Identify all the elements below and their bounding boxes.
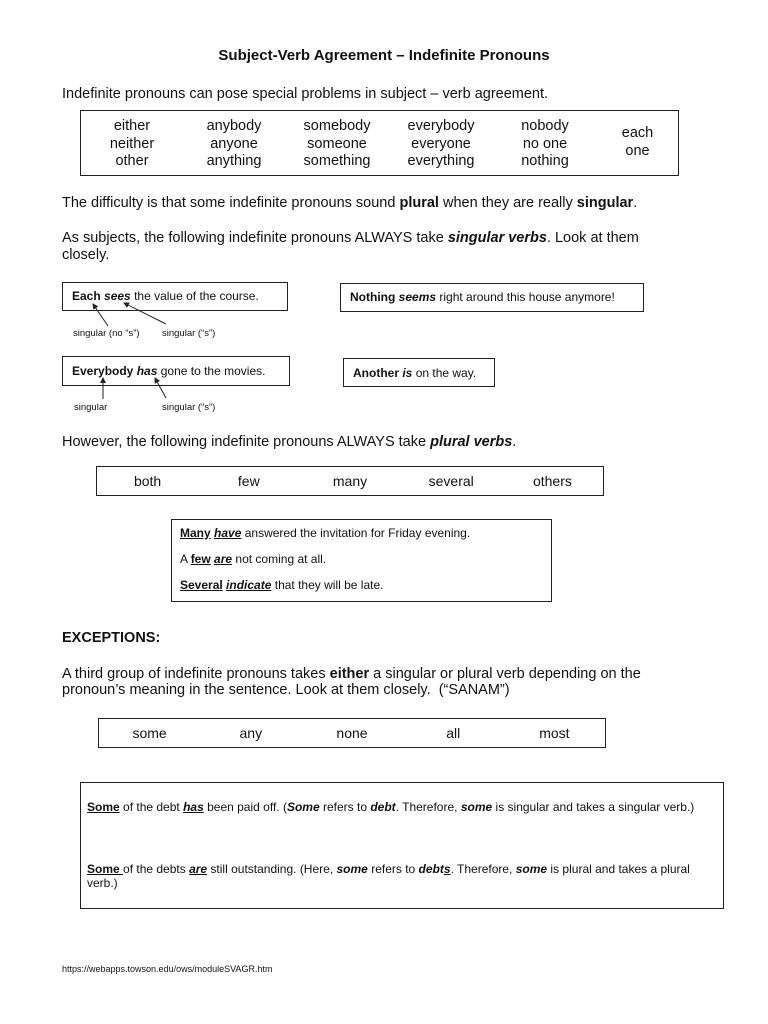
text-run: However, the following indefinite pronouns ALWAYS take [62, 434, 431, 450]
text-run: of the debt [119, 800, 184, 814]
pronoun-cell: many [332, 473, 368, 489]
plural-example-1 [180, 526, 470, 540]
emphasis-plural: plural [399, 195, 439, 211]
pronoun-cell: each [621, 125, 654, 141]
some-example-2 [87, 862, 697, 890]
text-run: when they are really [438, 195, 577, 211]
pronoun-cell: few [237, 473, 260, 489]
arrow-icon [93, 304, 108, 326]
pronoun-cell: nothing [521, 153, 569, 169]
emphasis-underlined-s: s [443, 862, 451, 876]
pronoun-cell: either [113, 118, 151, 134]
some-examples-box [80, 782, 724, 909]
pronoun-cell: everything [407, 153, 475, 169]
pronoun-cell: other [115, 153, 149, 169]
text-run: a singular or plural verb depending on the pronoun’s meaning in the sentence. Look at them closely. [62, 666, 641, 698]
pronoun-cell: someone [307, 135, 367, 152]
pronoun-cell: all [446, 725, 461, 741]
text-run: is plural and takes a plural verb.) [87, 862, 690, 890]
emphasis: some [336, 862, 368, 876]
pronoun-cell: nobody [521, 118, 569, 134]
text-run: A third group of indefinite pronouns takes [62, 666, 330, 682]
text-run: . [633, 195, 638, 211]
pronoun-cell: anything [206, 153, 262, 169]
pronoun-cell: no one [522, 135, 568, 152]
emphasis-singular: singular [576, 195, 634, 211]
pronoun-cell: most [539, 725, 570, 741]
example-rest: on the way. [412, 366, 477, 380]
footer-url[interactable]: https://webapps.towson.edu/ows/moduleSVAGR.htm [62, 964, 273, 974]
example-verb: are [189, 862, 208, 876]
text-run: refers to [367, 862, 419, 876]
arrow-icon [124, 303, 166, 324]
pronoun-cell: one [625, 142, 650, 159]
plural-example-2 [180, 552, 326, 566]
page-title: Subject-Verb Agreement – Indefinite Pronouns [218, 47, 550, 64]
emphasis-singular-verbs: singular verbs [447, 230, 547, 246]
note-singular: singular [74, 402, 108, 413]
plural-pronoun-table [96, 466, 604, 496]
example-verb: sees [104, 289, 131, 303]
emphasis: some [460, 800, 493, 814]
plural-intro [62, 434, 516, 451]
text-run: is singular and takes a singular verb.) [492, 800, 695, 814]
pronoun-cell: something [303, 153, 371, 169]
example-subject: Several [180, 578, 223, 592]
note-singular-no-s: singular (no “s”) [73, 328, 140, 339]
pronoun-cell: none [336, 725, 368, 741]
plural-examples-box [171, 519, 552, 602]
text-run: of the debts [123, 862, 190, 876]
pronoun-cell: somebody [303, 118, 371, 134]
example-subject: Everybody [72, 364, 134, 378]
emphasis: Some [286, 800, 320, 814]
example-rest: not coming at all. [232, 552, 327, 566]
example-subject: few [190, 552, 211, 566]
pronoun-cell: any [239, 725, 263, 741]
text-run: As subjects, the following indefinite pronouns ALWAYS take [62, 230, 448, 246]
text-run: . Therefore, [395, 800, 461, 814]
example-rest: gone to the movies. [157, 364, 266, 378]
example-subject: Another [353, 366, 399, 380]
emphasis: some [515, 862, 548, 876]
pronoun-cell: everyone [411, 135, 471, 152]
example-subject: Each [72, 289, 101, 303]
example-subject: Some [87, 862, 124, 876]
text-run: . Therefore, [450, 862, 516, 876]
pronoun-cell: some [132, 725, 167, 741]
text-run: . [512, 434, 517, 450]
example-subject: Nothing [350, 290, 396, 304]
note-singular-s: singular (“s”) [162, 328, 216, 339]
intro-text: Indefinite pronouns can pose special problems in subject – verb agreement. [62, 86, 549, 102]
pronoun-cell: several [428, 473, 474, 489]
example-subject: Some [87, 800, 120, 814]
example-subject: Many [180, 526, 211, 540]
pronoun-cell: everybody [407, 118, 475, 134]
third-group-text [62, 666, 692, 698]
example-rest: right around this house anymore! [436, 290, 615, 304]
text-run: still outstanding. (Here, [207, 862, 337, 876]
example-rest: answered the invitation for Friday evening. [241, 526, 471, 540]
sanam-pronoun-table [98, 718, 606, 748]
text-run: been paid off. ( [203, 800, 287, 814]
arrow-icon [155, 378, 166, 398]
example-verb: is [402, 366, 413, 380]
emphasis-plural-verbs: plural verbs [430, 434, 513, 450]
pronoun-cell: both [133, 473, 162, 489]
pronoun-cell: neither [109, 135, 155, 152]
example-verb: have [214, 526, 242, 540]
mnemonic: (“SANAM”) [438, 682, 510, 698]
example-verb: has [183, 800, 204, 814]
example-verb: has [136, 364, 158, 378]
pronoun-cell: anybody [206, 118, 262, 134]
text-run: . Look at them closely. [62, 230, 639, 263]
emphasis: debt [418, 862, 444, 876]
example-verb: indicate [226, 578, 272, 592]
note-singular-s: singular (“s”) [162, 402, 216, 413]
text-run: A [180, 552, 191, 566]
example-verb: seems [398, 290, 437, 304]
pronoun-cell: others [532, 473, 572, 489]
emphasis-either: either [329, 666, 370, 682]
plural-example-3 [180, 578, 383, 592]
emphasis: debt [370, 800, 396, 814]
pronoun-cell: anyone [210, 135, 258, 152]
example-rest: that they will be late. [271, 578, 384, 592]
text-run: refers to [319, 800, 371, 814]
example-verb: are [214, 552, 233, 566]
text-run: The difficulty is that some indefinite pronouns sound [62, 195, 400, 211]
exceptions-heading: EXCEPTIONS: [62, 630, 161, 646]
some-example-1 [87, 800, 697, 814]
example-rest: the value of the course. [130, 289, 259, 303]
